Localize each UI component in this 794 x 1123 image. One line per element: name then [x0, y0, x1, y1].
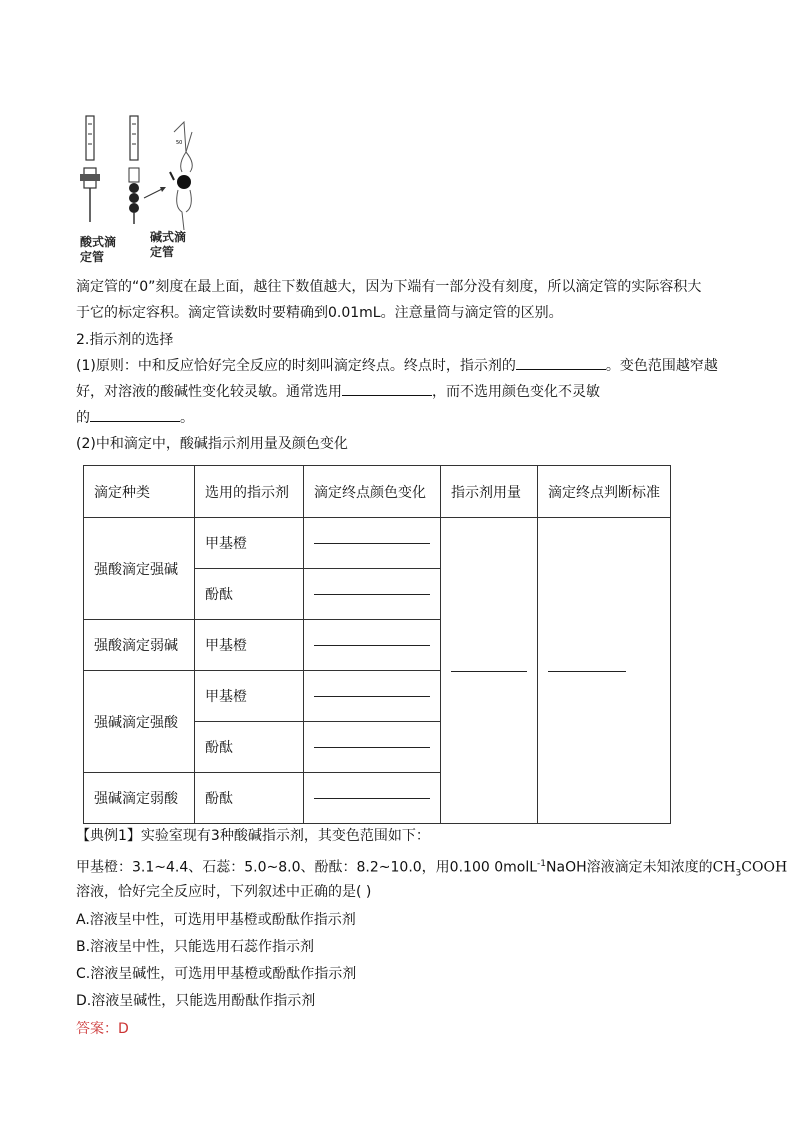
formula-subscript: 3: [735, 868, 742, 879]
color-change-blank: [304, 722, 441, 773]
color-change-blank: [304, 620, 441, 671]
principle-text-f: 。: [180, 410, 194, 426]
header-endpoint-criterion: 滴定终点判断标准: [538, 466, 671, 518]
indicator-cell: 酚酞: [195, 722, 304, 773]
titration-type-cell: 强酸滴定弱碱: [84, 620, 195, 671]
indicator-cell: 酚酞: [195, 569, 304, 620]
section-2: [76, 327, 726, 457]
burette-figure: [74, 112, 204, 262]
principle-text-a: (1)原则：中和反应恰好完全反应的时刻叫滴定终点。终点时，指示剂的: [76, 358, 516, 374]
scale-mark: 50: [176, 140, 183, 146]
blank-1: [516, 355, 606, 370]
principle-text-e: 的: [76, 410, 90, 426]
burette-illustration: [74, 112, 204, 242]
indicator-cell: 酚酞: [195, 773, 304, 824]
principle-line-1: [76, 353, 726, 379]
option-a: A.溶液呈中性，可选用甲基橙或酚酞作指示剂: [76, 912, 356, 928]
base-burette-label: [150, 230, 186, 260]
header-titration-type: 滴定种类: [84, 466, 195, 518]
titration-type-cell: 强碱滴定弱酸: [84, 773, 195, 824]
intro-line-1: 滴定管的“0”刻度在最上面，越往下数值越大，因为下端有一部分没有刻度，所以滴定管的实际容积大: [76, 279, 702, 295]
endpoint-criterion-blank: [538, 518, 671, 824]
blank-2: [342, 381, 432, 396]
option-d: D.溶液呈碱性，只能选用酚酞作指示剂: [76, 993, 316, 1009]
principle-text-c: 好，对溶液的酸碱性变化较灵敏。通常选用: [76, 384, 342, 400]
titration-type-cell: 强碱滴定强酸: [84, 671, 195, 773]
color-change-blank: [304, 773, 441, 824]
indicator-amount-blank: [441, 518, 538, 824]
acid-burette-label-line2: 定管: [80, 250, 105, 264]
base-burette-label-line2: 定管: [150, 245, 175, 259]
intro-paragraph: [76, 274, 726, 326]
header-color-change: 滴定终点颜色变化: [304, 466, 441, 518]
indicator-cell: 甲基橙: [195, 518, 304, 569]
unit-litre: L: [529, 859, 538, 876]
unit-exponent: -1: [537, 859, 547, 869]
table-row: [84, 518, 671, 569]
principle-text-b: 。变色范围越窄越: [605, 358, 718, 374]
principle-line-3: [76, 405, 726, 431]
principle-text-d: ，而不选用颜色变化不灵敏: [432, 384, 600, 400]
example-line-1: [76, 854, 787, 883]
header-indicator-amount: 指示剂用量: [441, 466, 538, 518]
base-burette-label-line1: 碱式滴: [150, 230, 187, 244]
indicator-cell: 甲基橙: [195, 620, 304, 671]
option-c: C.溶液呈碱性，可选用甲基橙或酚酞作指示剂: [76, 966, 357, 982]
example-line-1-b: NaOH溶液滴定未知浓度的: [546, 859, 713, 876]
example-line-1-a: 甲基橙：3.1~4.4、石蕊：5.0~8.0、酚酞：8.2~10.0，用0.100 0mol: [76, 859, 530, 876]
color-change-blank: [304, 518, 441, 569]
formula-part-a: CH: [712, 859, 736, 876]
principle-line-2: [76, 379, 726, 405]
table-header-row: [84, 466, 671, 518]
acid-burette-label: [80, 235, 116, 265]
option-b: B.溶液呈中性，只能选用石蕊作指示剂: [76, 939, 315, 955]
indicator-cell: 甲基橙: [195, 671, 304, 722]
intro-line-2: 于它的标定容积。滴定管读数时要精确到0.01mL。注意量筒与滴定管的区别。: [76, 305, 563, 321]
acid-burette-label-line1: 酸式滴: [80, 235, 117, 249]
blank-3: [90, 407, 180, 422]
titration-type-cell: 强酸滴定强碱: [84, 518, 195, 620]
example-title: 【典例1】实验室现有3种酸碱指示剂，其变色范围如下：: [76, 828, 430, 844]
answer-text: 答案：D: [76, 1021, 129, 1037]
subsection-2-heading: (2)中和滴定中，酸碱指示剂用量及颜色变化: [76, 436, 348, 452]
header-indicator: 选用的指示剂: [195, 466, 304, 518]
color-change-blank: [304, 671, 441, 722]
formula-part-b: COOH: [741, 859, 788, 876]
color-change-blank: [304, 569, 441, 620]
example-line-2: 溶液，恰好完全反应时，下列叙述中正确的是( ): [76, 884, 372, 900]
indicator-table: [83, 465, 671, 824]
section-heading: 2.指示剂的选择: [76, 332, 174, 348]
